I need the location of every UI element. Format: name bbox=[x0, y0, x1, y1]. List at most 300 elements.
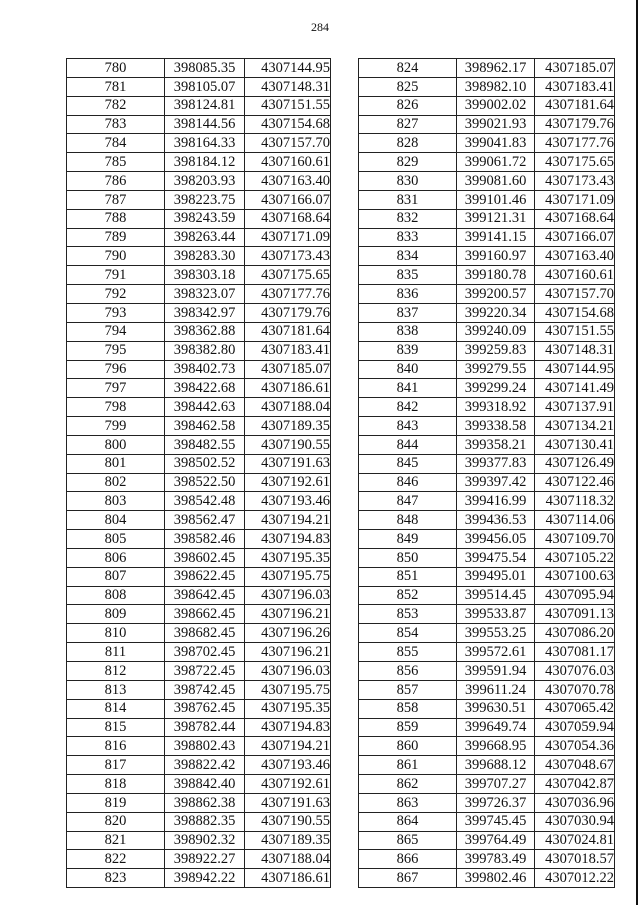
point-number-cell: 789 bbox=[67, 228, 165, 247]
point-number-cell: 863 bbox=[359, 793, 457, 812]
table-row bbox=[67, 567, 331, 586]
table-row bbox=[359, 548, 615, 567]
y-coordinate-cell: 4307160.61 bbox=[535, 266, 615, 285]
table-row bbox=[67, 586, 331, 605]
point-number-cell: 857 bbox=[359, 680, 457, 699]
y-coordinate-cell: 4307185.07 bbox=[535, 59, 615, 78]
table-row bbox=[67, 96, 331, 115]
y-coordinate-cell: 4307122.46 bbox=[535, 473, 615, 492]
point-number-cell: 821 bbox=[67, 831, 165, 850]
point-number-cell: 803 bbox=[67, 492, 165, 511]
y-coordinate-cell: 4307118.32 bbox=[535, 492, 615, 511]
x-coordinate-cell: 398862.38 bbox=[165, 793, 245, 812]
y-coordinate-cell: 4307160.61 bbox=[245, 153, 331, 172]
table-row bbox=[67, 643, 331, 662]
x-coordinate-cell: 398922.27 bbox=[165, 850, 245, 869]
table-row bbox=[67, 850, 331, 869]
x-coordinate-cell: 399021.93 bbox=[457, 115, 535, 134]
point-number-cell: 835 bbox=[359, 266, 457, 285]
point-number-cell: 781 bbox=[67, 77, 165, 96]
point-number-cell: 845 bbox=[359, 454, 457, 473]
y-coordinate-cell: 4307195.35 bbox=[245, 699, 331, 718]
y-coordinate-cell: 4307012.22 bbox=[535, 869, 615, 888]
point-number-cell: 795 bbox=[67, 341, 165, 360]
point-number-cell: 824 bbox=[359, 59, 457, 78]
x-coordinate-cell: 398762.45 bbox=[165, 699, 245, 718]
x-coordinate-cell: 398962.17 bbox=[457, 59, 535, 78]
point-number-cell: 829 bbox=[359, 153, 457, 172]
y-coordinate-cell: 4307148.31 bbox=[245, 77, 331, 96]
point-number-cell: 819 bbox=[67, 793, 165, 812]
point-number-cell: 806 bbox=[67, 548, 165, 567]
table-row bbox=[359, 77, 615, 96]
x-coordinate-cell: 399141.15 bbox=[457, 228, 535, 247]
y-coordinate-cell: 4307070.78 bbox=[535, 680, 615, 699]
point-number-cell: 841 bbox=[359, 379, 457, 398]
y-coordinate-cell: 4307144.95 bbox=[535, 360, 615, 379]
point-number-cell: 786 bbox=[67, 172, 165, 191]
x-coordinate-cell: 398502.52 bbox=[165, 454, 245, 473]
x-coordinate-cell: 398542.48 bbox=[165, 492, 245, 511]
y-coordinate-cell: 4307175.65 bbox=[245, 266, 331, 285]
point-number-cell: 785 bbox=[67, 153, 165, 172]
table-row bbox=[67, 322, 331, 341]
point-number-cell: 838 bbox=[359, 322, 457, 341]
table-body bbox=[359, 59, 615, 888]
y-coordinate-cell: 4307196.21 bbox=[245, 643, 331, 662]
table-row bbox=[359, 831, 615, 850]
y-coordinate-cell: 4307183.41 bbox=[245, 341, 331, 360]
table-row bbox=[359, 492, 615, 511]
x-coordinate-cell: 398902.32 bbox=[165, 831, 245, 850]
y-coordinate-cell: 4307166.07 bbox=[245, 190, 331, 209]
point-number-cell: 820 bbox=[67, 812, 165, 831]
x-coordinate-cell: 398642.45 bbox=[165, 586, 245, 605]
y-coordinate-cell: 4307163.40 bbox=[535, 247, 615, 266]
x-coordinate-cell: 398942.22 bbox=[165, 869, 245, 888]
x-coordinate-cell: 399279.55 bbox=[457, 360, 535, 379]
y-coordinate-cell: 4307183.41 bbox=[535, 77, 615, 96]
x-coordinate-cell: 398263.44 bbox=[165, 228, 245, 247]
table-row bbox=[67, 77, 331, 96]
coordinates-table-left bbox=[66, 58, 331, 888]
table-row bbox=[67, 473, 331, 492]
table-row bbox=[67, 379, 331, 398]
x-coordinate-cell: 398422.68 bbox=[165, 379, 245, 398]
x-coordinate-cell: 399783.49 bbox=[457, 850, 535, 869]
table-row bbox=[359, 680, 615, 699]
x-coordinate-cell: 399764.49 bbox=[457, 831, 535, 850]
point-number-cell: 814 bbox=[67, 699, 165, 718]
table-row bbox=[359, 153, 615, 172]
table-row bbox=[359, 303, 615, 322]
y-coordinate-cell: 4307042.87 bbox=[535, 775, 615, 794]
point-number-cell: 843 bbox=[359, 417, 457, 436]
y-coordinate-cell: 4307190.55 bbox=[245, 812, 331, 831]
table-row bbox=[67, 398, 331, 417]
point-number-cell: 839 bbox=[359, 341, 457, 360]
y-coordinate-cell: 4307065.42 bbox=[535, 699, 615, 718]
x-coordinate-cell: 399475.54 bbox=[457, 548, 535, 567]
x-coordinate-cell: 398243.59 bbox=[165, 209, 245, 228]
x-coordinate-cell: 398582.46 bbox=[165, 530, 245, 549]
table-row bbox=[359, 398, 615, 417]
table-row bbox=[359, 172, 615, 191]
x-coordinate-cell: 399081.60 bbox=[457, 172, 535, 191]
point-number-cell: 834 bbox=[359, 247, 457, 266]
table-row bbox=[359, 567, 615, 586]
y-coordinate-cell: 4307175.65 bbox=[535, 153, 615, 172]
y-coordinate-cell: 4307154.68 bbox=[245, 115, 331, 134]
table-row bbox=[359, 360, 615, 379]
x-coordinate-cell: 398303.18 bbox=[165, 266, 245, 285]
point-number-cell: 850 bbox=[359, 548, 457, 567]
point-number-cell: 791 bbox=[67, 266, 165, 285]
table-row bbox=[359, 266, 615, 285]
y-coordinate-cell: 4307185.07 bbox=[245, 360, 331, 379]
x-coordinate-cell: 399002.02 bbox=[457, 96, 535, 115]
y-coordinate-cell: 4307163.40 bbox=[245, 172, 331, 191]
y-coordinate-cell: 4307194.83 bbox=[245, 530, 331, 549]
x-coordinate-cell: 399436.53 bbox=[457, 511, 535, 530]
point-number-cell: 794 bbox=[67, 322, 165, 341]
x-coordinate-cell: 399061.72 bbox=[457, 153, 535, 172]
point-number-cell: 816 bbox=[67, 737, 165, 756]
table-row bbox=[67, 680, 331, 699]
table-row bbox=[67, 793, 331, 812]
point-number-cell: 846 bbox=[359, 473, 457, 492]
point-number-cell: 862 bbox=[359, 775, 457, 794]
table-row bbox=[67, 737, 331, 756]
y-coordinate-cell: 4307076.03 bbox=[535, 662, 615, 681]
point-number-cell: 855 bbox=[359, 643, 457, 662]
coordinates-table-right bbox=[358, 58, 615, 888]
y-coordinate-cell: 4307137.91 bbox=[535, 398, 615, 417]
table-row bbox=[67, 831, 331, 850]
point-number-cell: 861 bbox=[359, 756, 457, 775]
x-coordinate-cell: 398802.43 bbox=[165, 737, 245, 756]
table-row bbox=[359, 793, 615, 812]
y-coordinate-cell: 4307189.35 bbox=[245, 417, 331, 436]
table-row bbox=[359, 454, 615, 473]
point-number-cell: 801 bbox=[67, 454, 165, 473]
point-number-cell: 840 bbox=[359, 360, 457, 379]
y-coordinate-cell: 4307193.46 bbox=[245, 492, 331, 511]
point-number-cell: 807 bbox=[67, 567, 165, 586]
y-coordinate-cell: 4307134.21 bbox=[535, 417, 615, 436]
table-row bbox=[359, 341, 615, 360]
y-coordinate-cell: 4307036.96 bbox=[535, 793, 615, 812]
table-row bbox=[67, 59, 331, 78]
point-number-cell: 836 bbox=[359, 285, 457, 304]
table-row bbox=[67, 812, 331, 831]
x-coordinate-cell: 398822.42 bbox=[165, 756, 245, 775]
x-coordinate-cell: 399121.31 bbox=[457, 209, 535, 228]
y-coordinate-cell: 4307177.76 bbox=[535, 134, 615, 153]
y-coordinate-cell: 4307157.70 bbox=[245, 134, 331, 153]
table-row bbox=[67, 341, 331, 360]
x-coordinate-cell: 399041.83 bbox=[457, 134, 535, 153]
point-number-cell: 818 bbox=[67, 775, 165, 794]
point-number-cell: 827 bbox=[359, 115, 457, 134]
table-row bbox=[67, 530, 331, 549]
point-number-cell: 842 bbox=[359, 398, 457, 417]
y-coordinate-cell: 4307166.07 bbox=[535, 228, 615, 247]
x-coordinate-cell: 398842.40 bbox=[165, 775, 245, 794]
y-coordinate-cell: 4307193.46 bbox=[245, 756, 331, 775]
point-number-cell: 853 bbox=[359, 605, 457, 624]
table-row bbox=[359, 756, 615, 775]
x-coordinate-cell: 399240.09 bbox=[457, 322, 535, 341]
y-coordinate-cell: 4307196.21 bbox=[245, 605, 331, 624]
table-row bbox=[67, 718, 331, 737]
table-row bbox=[67, 548, 331, 567]
table-row bbox=[67, 511, 331, 530]
point-number-cell: 800 bbox=[67, 435, 165, 454]
y-coordinate-cell: 4307168.64 bbox=[245, 209, 331, 228]
y-coordinate-cell: 4307130.41 bbox=[535, 435, 615, 454]
x-coordinate-cell: 398562.47 bbox=[165, 511, 245, 530]
table-row bbox=[67, 492, 331, 511]
y-coordinate-cell: 4307177.76 bbox=[245, 285, 331, 304]
point-number-cell: 813 bbox=[67, 680, 165, 699]
table-row bbox=[67, 134, 331, 153]
table-row bbox=[359, 775, 615, 794]
x-coordinate-cell: 399200.57 bbox=[457, 285, 535, 304]
point-number-cell: 802 bbox=[67, 473, 165, 492]
point-number-cell: 837 bbox=[359, 303, 457, 322]
y-coordinate-cell: 4307109.70 bbox=[535, 530, 615, 549]
y-coordinate-cell: 4307114.06 bbox=[535, 511, 615, 530]
y-coordinate-cell: 4307100.63 bbox=[535, 567, 615, 586]
x-coordinate-cell: 399101.46 bbox=[457, 190, 535, 209]
table-row bbox=[67, 360, 331, 379]
y-coordinate-cell: 4307188.04 bbox=[245, 850, 331, 869]
table-row bbox=[359, 511, 615, 530]
table-row bbox=[67, 435, 331, 454]
x-coordinate-cell: 398124.81 bbox=[165, 96, 245, 115]
table-row bbox=[67, 303, 331, 322]
point-number-cell: 825 bbox=[359, 77, 457, 96]
x-coordinate-cell: 399397.42 bbox=[457, 473, 535, 492]
point-number-cell: 788 bbox=[67, 209, 165, 228]
y-coordinate-cell: 4307190.55 bbox=[245, 435, 331, 454]
table-row bbox=[67, 190, 331, 209]
y-coordinate-cell: 4307192.61 bbox=[245, 775, 331, 794]
point-number-cell: 812 bbox=[67, 662, 165, 681]
y-coordinate-cell: 4307195.75 bbox=[245, 567, 331, 586]
x-coordinate-cell: 399180.78 bbox=[457, 266, 535, 285]
point-number-cell: 832 bbox=[359, 209, 457, 228]
point-number-cell: 860 bbox=[359, 737, 457, 756]
x-coordinate-cell: 398882.35 bbox=[165, 812, 245, 831]
point-number-cell: 833 bbox=[359, 228, 457, 247]
y-coordinate-cell: 4307188.04 bbox=[245, 398, 331, 417]
point-number-cell: 858 bbox=[359, 699, 457, 718]
x-coordinate-cell: 398622.45 bbox=[165, 567, 245, 586]
table-row bbox=[359, 737, 615, 756]
point-number-cell: 793 bbox=[67, 303, 165, 322]
table-row bbox=[67, 153, 331, 172]
x-coordinate-cell: 399649.74 bbox=[457, 718, 535, 737]
table-row bbox=[67, 228, 331, 247]
x-coordinate-cell: 399358.21 bbox=[457, 435, 535, 454]
point-number-cell: 799 bbox=[67, 417, 165, 436]
point-number-cell: 867 bbox=[359, 869, 457, 888]
table-row bbox=[359, 699, 615, 718]
point-number-cell: 784 bbox=[67, 134, 165, 153]
x-coordinate-cell: 398362.88 bbox=[165, 322, 245, 341]
point-number-cell: 783 bbox=[67, 115, 165, 134]
point-number-cell: 854 bbox=[359, 624, 457, 643]
x-coordinate-cell: 399299.24 bbox=[457, 379, 535, 398]
y-coordinate-cell: 4307181.64 bbox=[535, 96, 615, 115]
x-coordinate-cell: 399533.87 bbox=[457, 605, 535, 624]
table-row bbox=[359, 115, 615, 134]
table-row bbox=[359, 586, 615, 605]
x-coordinate-cell: 398203.93 bbox=[165, 172, 245, 191]
x-coordinate-cell: 399611.24 bbox=[457, 680, 535, 699]
point-number-cell: 848 bbox=[359, 511, 457, 530]
x-coordinate-cell: 399160.97 bbox=[457, 247, 535, 266]
table-row bbox=[359, 322, 615, 341]
y-coordinate-cell: 4307018.57 bbox=[535, 850, 615, 869]
y-coordinate-cell: 4307105.22 bbox=[535, 548, 615, 567]
x-coordinate-cell: 399688.12 bbox=[457, 756, 535, 775]
y-coordinate-cell: 4307173.43 bbox=[245, 247, 331, 266]
table-row bbox=[67, 775, 331, 794]
x-coordinate-cell: 399630.51 bbox=[457, 699, 535, 718]
y-coordinate-cell: 4307194.21 bbox=[245, 511, 331, 530]
table-row bbox=[359, 59, 615, 78]
table-row bbox=[67, 624, 331, 643]
table-row bbox=[359, 228, 615, 247]
point-number-cell: 831 bbox=[359, 190, 457, 209]
table-row bbox=[359, 417, 615, 436]
table-row bbox=[359, 869, 615, 888]
y-coordinate-cell: 4307181.64 bbox=[245, 322, 331, 341]
point-number-cell: 810 bbox=[67, 624, 165, 643]
x-coordinate-cell: 398283.30 bbox=[165, 247, 245, 266]
point-number-cell: 849 bbox=[359, 530, 457, 549]
x-coordinate-cell: 399377.83 bbox=[457, 454, 535, 473]
point-number-cell: 790 bbox=[67, 247, 165, 266]
table-row bbox=[359, 850, 615, 869]
table-row bbox=[67, 756, 331, 775]
y-coordinate-cell: 4307195.75 bbox=[245, 680, 331, 699]
point-number-cell: 852 bbox=[359, 586, 457, 605]
point-number-cell: 847 bbox=[359, 492, 457, 511]
point-number-cell: 830 bbox=[359, 172, 457, 191]
x-coordinate-cell: 399514.45 bbox=[457, 586, 535, 605]
x-coordinate-cell: 398085.35 bbox=[165, 59, 245, 78]
y-coordinate-cell: 4307191.63 bbox=[245, 454, 331, 473]
x-coordinate-cell: 398702.45 bbox=[165, 643, 245, 662]
table-body bbox=[67, 59, 331, 888]
point-number-cell: 865 bbox=[359, 831, 457, 850]
x-coordinate-cell: 398144.56 bbox=[165, 115, 245, 134]
x-coordinate-cell: 399707.27 bbox=[457, 775, 535, 794]
x-coordinate-cell: 398223.75 bbox=[165, 190, 245, 209]
x-coordinate-cell: 398662.45 bbox=[165, 605, 245, 624]
x-coordinate-cell: 399802.46 bbox=[457, 869, 535, 888]
table-row bbox=[359, 530, 615, 549]
x-coordinate-cell: 398522.50 bbox=[165, 473, 245, 492]
x-coordinate-cell: 398184.12 bbox=[165, 153, 245, 172]
table-row bbox=[67, 266, 331, 285]
table-row bbox=[67, 662, 331, 681]
table-row bbox=[359, 285, 615, 304]
y-coordinate-cell: 4307086.20 bbox=[535, 624, 615, 643]
table-row bbox=[359, 624, 615, 643]
x-coordinate-cell: 398602.45 bbox=[165, 548, 245, 567]
x-coordinate-cell: 399220.34 bbox=[457, 303, 535, 322]
point-number-cell: 828 bbox=[359, 134, 457, 153]
y-coordinate-cell: 4307191.63 bbox=[245, 793, 331, 812]
point-number-cell: 792 bbox=[67, 285, 165, 304]
table-row bbox=[359, 812, 615, 831]
point-number-cell: 826 bbox=[359, 96, 457, 115]
y-coordinate-cell: 4307024.81 bbox=[535, 831, 615, 850]
y-coordinate-cell: 4307186.61 bbox=[245, 379, 331, 398]
point-number-cell: 859 bbox=[359, 718, 457, 737]
point-number-cell: 809 bbox=[67, 605, 165, 624]
point-number-cell: 811 bbox=[67, 643, 165, 662]
y-coordinate-cell: 4307095.94 bbox=[535, 586, 615, 605]
x-coordinate-cell: 398682.45 bbox=[165, 624, 245, 643]
point-number-cell: 797 bbox=[67, 379, 165, 398]
x-coordinate-cell: 399553.25 bbox=[457, 624, 535, 643]
point-number-cell: 805 bbox=[67, 530, 165, 549]
point-number-cell: 798 bbox=[67, 398, 165, 417]
y-coordinate-cell: 4307179.76 bbox=[245, 303, 331, 322]
y-coordinate-cell: 4307196.03 bbox=[245, 586, 331, 605]
x-coordinate-cell: 399745.45 bbox=[457, 812, 535, 831]
y-coordinate-cell: 4307192.61 bbox=[245, 473, 331, 492]
point-number-cell: 787 bbox=[67, 190, 165, 209]
point-number-cell: 866 bbox=[359, 850, 457, 869]
x-coordinate-cell: 398462.58 bbox=[165, 417, 245, 436]
y-coordinate-cell: 4307126.49 bbox=[535, 454, 615, 473]
x-coordinate-cell: 399318.92 bbox=[457, 398, 535, 417]
table-row bbox=[359, 190, 615, 209]
x-coordinate-cell: 398742.45 bbox=[165, 680, 245, 699]
table-row bbox=[67, 699, 331, 718]
x-coordinate-cell: 398402.73 bbox=[165, 360, 245, 379]
y-coordinate-cell: 4307171.09 bbox=[535, 190, 615, 209]
y-coordinate-cell: 4307141.49 bbox=[535, 379, 615, 398]
x-coordinate-cell: 398323.07 bbox=[165, 285, 245, 304]
y-coordinate-cell: 4307195.35 bbox=[245, 548, 331, 567]
page-edge-border bbox=[636, 0, 638, 905]
table-row bbox=[359, 96, 615, 115]
x-coordinate-cell: 398342.97 bbox=[165, 303, 245, 322]
x-coordinate-cell: 398164.33 bbox=[165, 134, 245, 153]
table-row bbox=[359, 209, 615, 228]
table-row bbox=[359, 718, 615, 737]
y-coordinate-cell: 4307186.61 bbox=[245, 869, 331, 888]
point-number-cell: 808 bbox=[67, 586, 165, 605]
table-row bbox=[359, 134, 615, 153]
y-coordinate-cell: 4307151.55 bbox=[535, 322, 615, 341]
x-coordinate-cell: 399495.01 bbox=[457, 567, 535, 586]
point-number-cell: 822 bbox=[67, 850, 165, 869]
y-coordinate-cell: 4307179.76 bbox=[535, 115, 615, 134]
x-coordinate-cell: 399416.99 bbox=[457, 492, 535, 511]
x-coordinate-cell: 398722.45 bbox=[165, 662, 245, 681]
y-coordinate-cell: 4307154.68 bbox=[535, 303, 615, 322]
x-coordinate-cell: 398482.55 bbox=[165, 435, 245, 454]
